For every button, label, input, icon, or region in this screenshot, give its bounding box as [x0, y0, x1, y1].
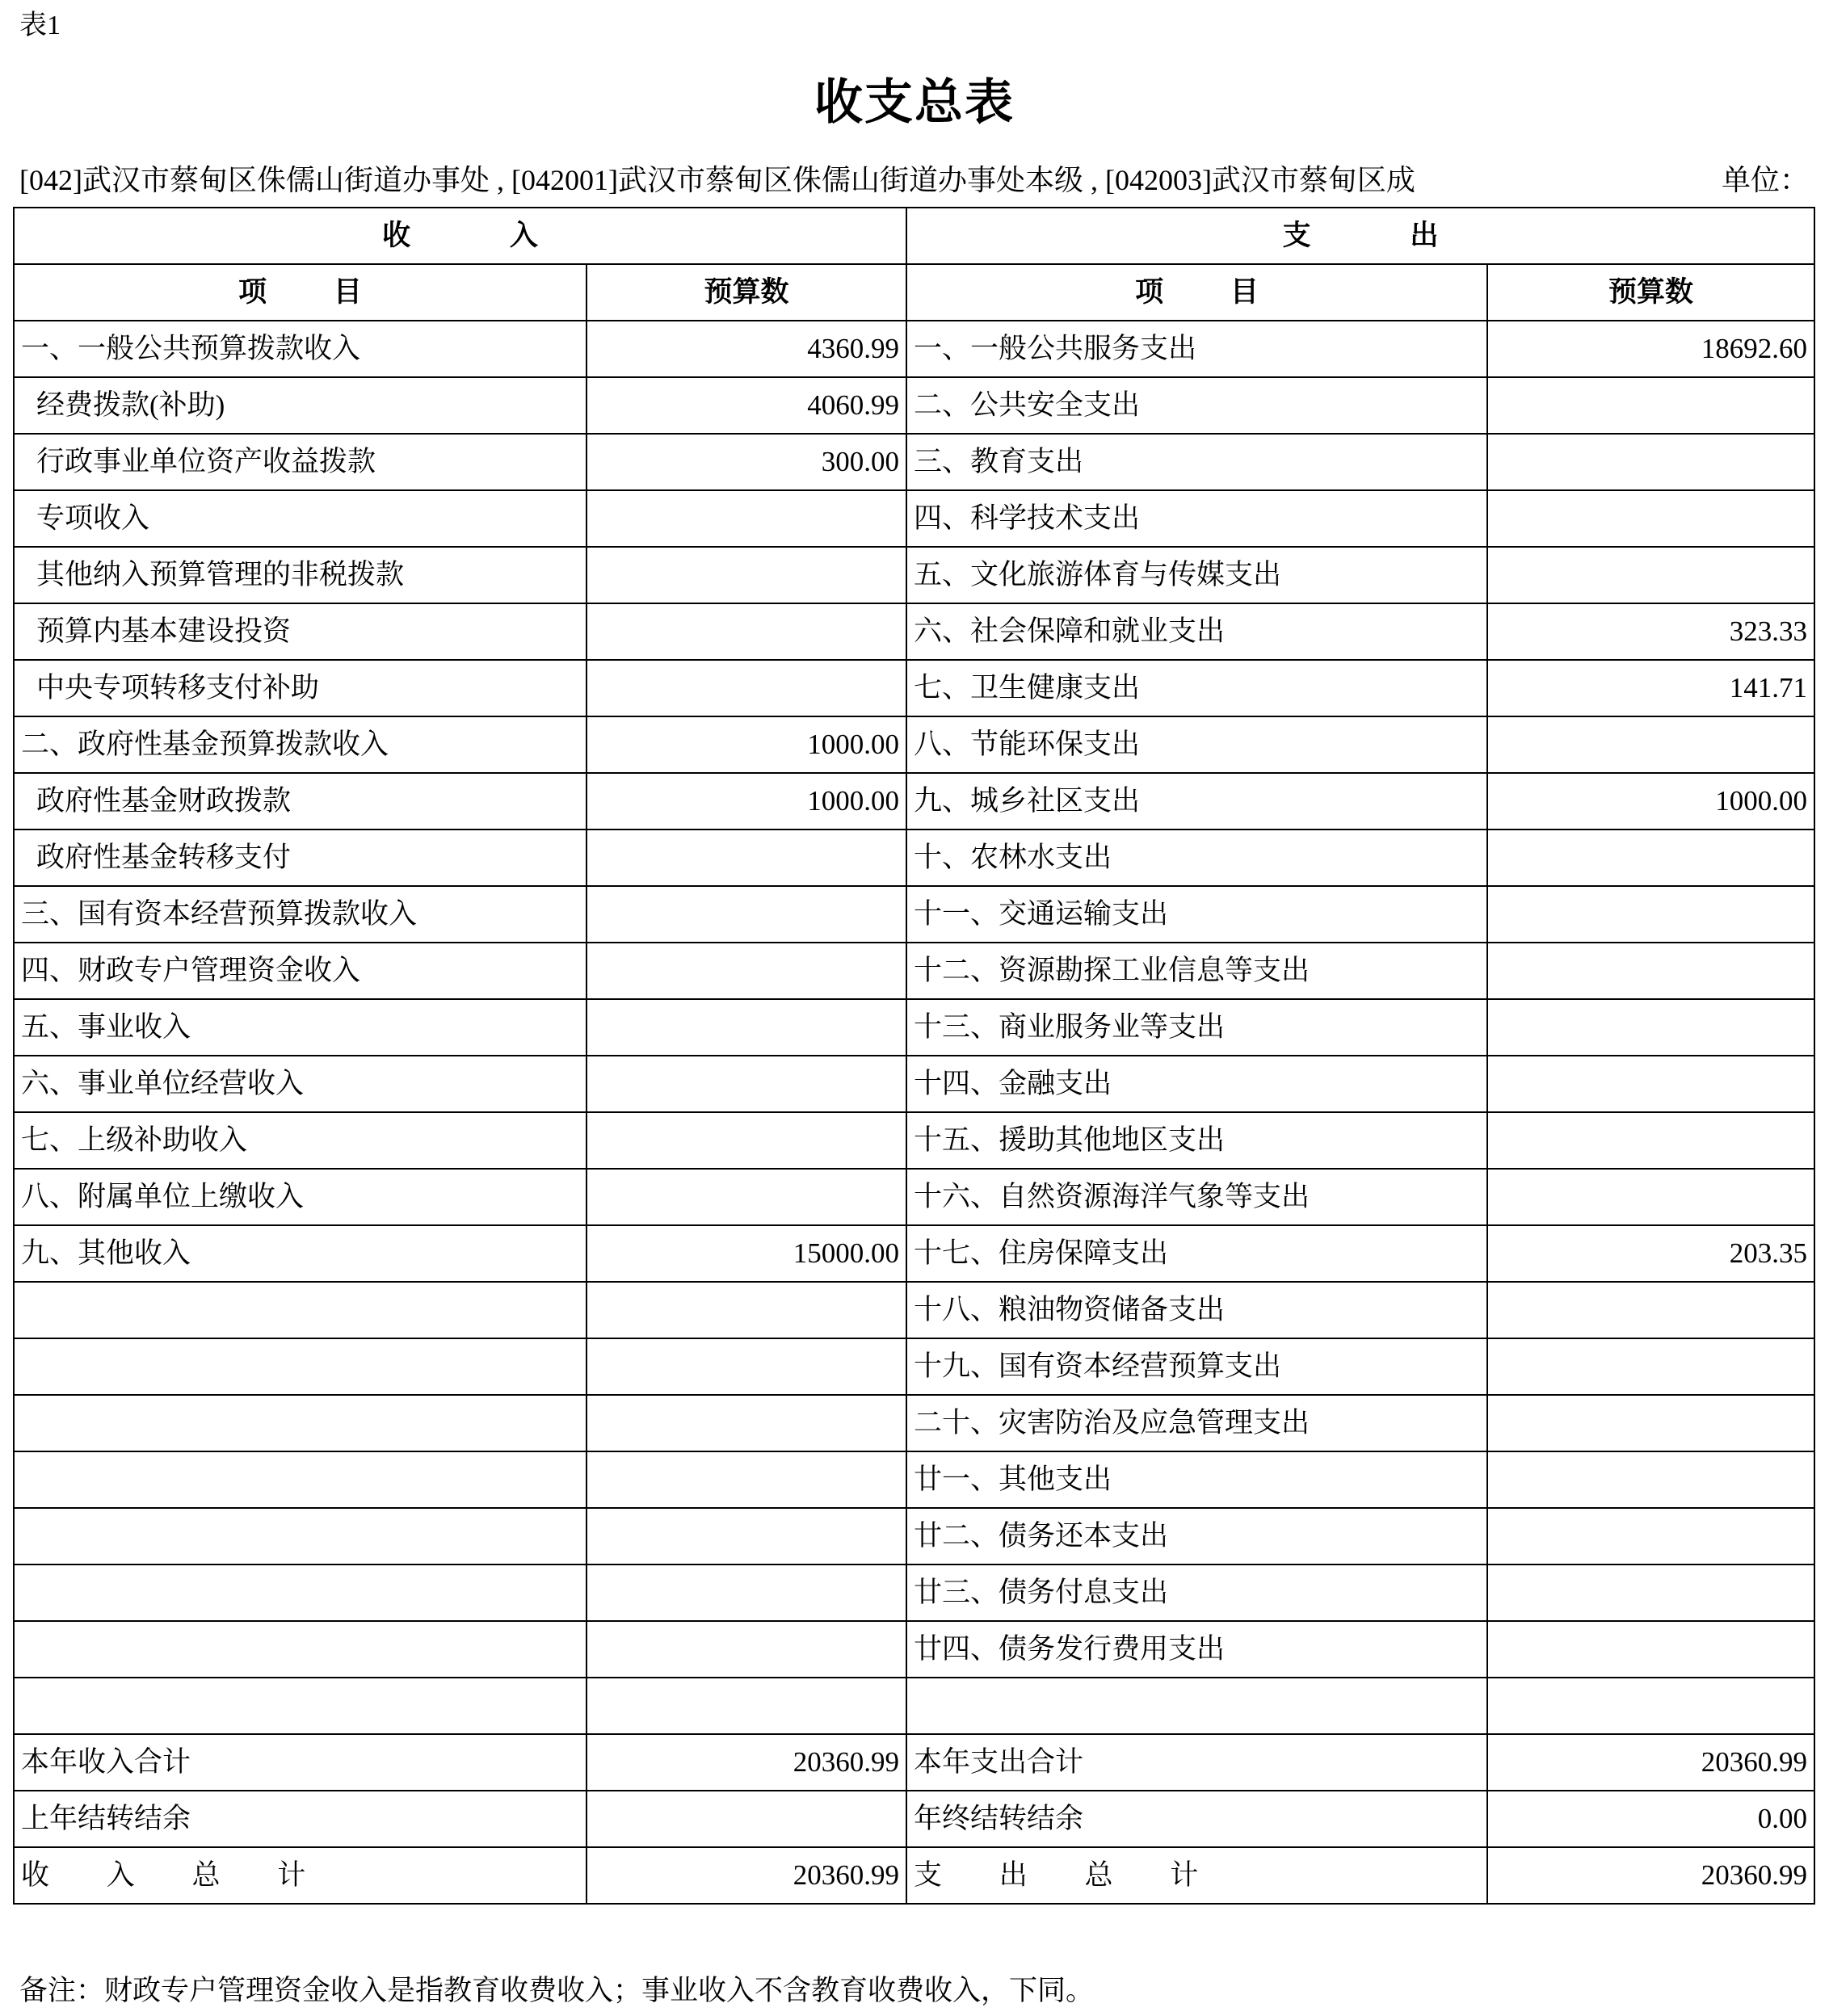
table-row — [14, 716, 1814, 773]
income-amount-cell: 20360.99 — [587, 1734, 906, 1791]
expense-amount-cell: 1000.00 — [1487, 773, 1814, 830]
income-amount-cell: 20360.99 — [587, 1847, 906, 1904]
expense-amount-cell — [1487, 1564, 1814, 1621]
income-item-cell — [14, 1282, 587, 1338]
income-amount-cell — [587, 1678, 906, 1734]
expense-amount-cell — [1487, 716, 1814, 773]
sheet-label: 表1 — [19, 10, 61, 40]
income-amount-cell: 15000.00 — [587, 1225, 906, 1282]
table-row — [14, 830, 1814, 886]
page-title: 收支总表 — [814, 76, 1015, 129]
expense-item-cell: 廿三、债务付息支出 — [906, 1564, 1487, 1621]
income-amount-cell — [587, 660, 906, 716]
table-row — [14, 603, 1814, 660]
income-expense-table — [13, 207, 1815, 1905]
income-amount-cell — [587, 886, 906, 943]
table-row — [14, 1564, 1814, 1621]
table-row — [14, 1847, 1814, 1904]
table-row — [14, 886, 1814, 943]
income-item-cell: 六、事业单位经营收入 — [14, 1056, 587, 1112]
income-item-cell: 收 入 总 计 — [14, 1847, 587, 1904]
expense-item-cell: 十二、资源勘探工业信息等支出 — [906, 943, 1487, 999]
group-header-row — [14, 208, 1814, 264]
income-amount-cell — [587, 1395, 906, 1451]
income-item-cell: 政府性基金财政拨款 — [14, 773, 587, 830]
income-item-cell: 政府性基金转移支付 — [14, 830, 587, 886]
income-item-cell: 七、上级补助收入 — [14, 1112, 587, 1169]
expense-item-cell: 五、文化旅游体育与传媒支出 — [906, 547, 1487, 603]
expense-amount-cell — [1487, 1508, 1814, 1564]
expense-amount-cell — [1487, 434, 1814, 490]
expense-amount-cell: 0.00 — [1487, 1791, 1814, 1847]
income-item-cell — [14, 1621, 587, 1678]
income-amount-cell — [587, 1508, 906, 1564]
expense-item-cell: 八、节能环保支出 — [906, 716, 1487, 773]
expense-amount-cell: 18692.60 — [1487, 321, 1814, 377]
expense-amount-cell — [1487, 943, 1814, 999]
income-item-cell: 八、附属单位上缴收入 — [14, 1169, 587, 1225]
expense-amount-cell — [1487, 1678, 1814, 1734]
income-item-cell — [14, 1451, 587, 1508]
expense-amount-cell — [1487, 1395, 1814, 1451]
expense-amount-cell — [1487, 1282, 1814, 1338]
table-row — [14, 943, 1814, 999]
income-amount-cell: 4360.99 — [587, 321, 906, 377]
income-item-cell: 专项收入 — [14, 490, 587, 547]
expense-amount-cell — [1487, 377, 1814, 434]
expense-amount-cell — [1487, 547, 1814, 603]
income-item-cell: 中央专项转移支付补助 — [14, 660, 587, 716]
expense-amount-cell — [1487, 1451, 1814, 1508]
income-item-cell — [14, 1508, 587, 1564]
table-row — [14, 1169, 1814, 1225]
income-amount-cell: 300.00 — [587, 434, 906, 490]
income-amount-cell: 4060.99 — [587, 377, 906, 434]
table-row — [14, 434, 1814, 490]
expense-item-cell: 十八、粮油物资储备支出 — [906, 1282, 1487, 1338]
footnote: 备注：财政专户管理资金收入是指教育收费收入；事业收入不含教育收费收入，下同。 — [19, 1975, 1095, 2006]
table-body — [14, 321, 1814, 1904]
table-row — [14, 1395, 1814, 1451]
table-row — [14, 773, 1814, 830]
table-row — [14, 1451, 1814, 1508]
expense-item-cell: 七、卫生健康支出 — [906, 660, 1487, 716]
income-amount-cell — [587, 1112, 906, 1169]
expense-item-cell: 一、一般公共服务支出 — [906, 321, 1487, 377]
table-row — [14, 1338, 1814, 1395]
table-row — [14, 490, 1814, 547]
income-amount-cell — [587, 1169, 906, 1225]
income-item-cell: 其他纳入预算管理的非税拨款 — [14, 547, 587, 603]
income-item-cell: 五、事业收入 — [14, 999, 587, 1056]
expense-amount-cell: 203.35 — [1487, 1225, 1814, 1282]
expense-item-cell: 十五、援助其他地区支出 — [906, 1112, 1487, 1169]
income-item-cell — [14, 1338, 587, 1395]
income-amount-cell — [587, 1451, 906, 1508]
expense-item-cell: 本年支出合计 — [906, 1734, 1487, 1791]
table-row — [14, 1734, 1814, 1791]
expense-item-cell: 十四、金融支出 — [906, 1056, 1487, 1112]
expense-amount-cell — [1487, 999, 1814, 1056]
expense-item-cell: 十六、自然资源海洋气象等支出 — [906, 1169, 1487, 1225]
income-item-cell: 上年结转结余 — [14, 1791, 587, 1847]
expense-item-cell: 十一、交通运输支出 — [906, 886, 1487, 943]
expense-item-cell — [906, 1678, 1487, 1734]
income-item-header: 项 目 — [14, 264, 587, 321]
income-amount-cell — [587, 490, 906, 547]
income-item-cell — [14, 1395, 587, 1451]
income-amount-header: 预算数 — [587, 264, 906, 321]
expense-item-cell: 十、农林水支出 — [906, 830, 1487, 886]
table-row — [14, 1056, 1814, 1112]
expense-item-cell: 六、社会保障和就业支出 — [906, 603, 1487, 660]
income-item-cell: 本年收入合计 — [14, 1734, 587, 1791]
expense-amount-cell — [1487, 830, 1814, 886]
expense-item-cell: 二十、灾害防治及应急管理支出 — [906, 1395, 1487, 1451]
column-header-row — [14, 264, 1814, 321]
income-amount-cell: 1000.00 — [587, 773, 906, 830]
expense-item-cell: 年终结转结余 — [906, 1791, 1487, 1847]
expense-amount-cell — [1487, 1621, 1814, 1678]
expense-item-cell: 九、城乡社区支出 — [906, 773, 1487, 830]
income-amount-cell — [587, 1791, 906, 1847]
income-amount-cell — [587, 943, 906, 999]
table-row — [14, 1508, 1814, 1564]
expense-amount-header: 预算数 — [1487, 264, 1814, 321]
income-amount-cell — [587, 999, 906, 1056]
income-amount-cell — [587, 830, 906, 886]
income-item-cell: 经费拨款(补助) — [14, 377, 587, 434]
income-item-cell: 四、财政专户管理资金收入 — [14, 943, 587, 999]
expense-group-header: 支 出 — [906, 208, 1814, 264]
expense-item-cell: 二、公共安全支出 — [906, 377, 1487, 434]
income-group-header: 收 入 — [14, 208, 906, 264]
table-row — [14, 1621, 1814, 1678]
table-row — [14, 547, 1814, 603]
expense-item-cell: 廿二、债务还本支出 — [906, 1508, 1487, 1564]
income-amount-cell — [587, 1282, 906, 1338]
income-amount-cell: 1000.00 — [587, 716, 906, 773]
income-item-cell — [14, 1564, 587, 1621]
expense-amount-cell — [1487, 886, 1814, 943]
expense-amount-cell: 141.71 — [1487, 660, 1814, 716]
income-amount-cell — [587, 547, 906, 603]
table-row — [14, 1225, 1814, 1282]
income-item-cell: 行政事业单位资产收益拨款 — [14, 434, 587, 490]
expense-item-cell: 廿四、债务发行费用支出 — [906, 1621, 1487, 1678]
income-amount-cell — [587, 603, 906, 660]
income-item-cell — [14, 1678, 587, 1734]
income-item-cell: 二、政府性基金预算拨款收入 — [14, 716, 587, 773]
expense-item-cell: 廿一、其他支出 — [906, 1451, 1487, 1508]
income-amount-cell — [587, 1621, 906, 1678]
expense-amount-cell — [1487, 1169, 1814, 1225]
table-row — [14, 660, 1814, 716]
units-scope-line: [042]武汉市蔡甸区侏儒山街道办事处 , [042001]武汉市蔡甸区侏儒山街道办事处本级 , [042003]武汉市蔡甸区成 — [19, 164, 1415, 196]
expense-amount-cell — [1487, 1112, 1814, 1169]
table-row — [14, 321, 1814, 377]
table-row — [14, 999, 1814, 1056]
table-row — [14, 1282, 1814, 1338]
expense-item-cell: 三、教育支出 — [906, 434, 1487, 490]
expense-amount-cell — [1487, 490, 1814, 547]
expense-amount-cell: 323.33 — [1487, 603, 1814, 660]
unit-label: 单位： — [1722, 164, 1810, 196]
expense-item-cell: 十九、国有资本经营预算支出 — [906, 1338, 1487, 1395]
table-row — [14, 377, 1814, 434]
income-item-cell: 九、其他收入 — [14, 1225, 587, 1282]
table-row — [14, 1112, 1814, 1169]
income-amount-cell — [587, 1564, 906, 1621]
expense-item-cell: 支 出 总 计 — [906, 1847, 1487, 1904]
income-item-cell: 一、一般公共预算拨款收入 — [14, 321, 587, 377]
expense-item-cell: 十七、住房保障支出 — [906, 1225, 1487, 1282]
expense-item-cell: 十三、商业服务业等支出 — [906, 999, 1487, 1056]
expense-amount-cell: 20360.99 — [1487, 1847, 1814, 1904]
expense-amount-cell — [1487, 1338, 1814, 1395]
expense-amount-cell — [1487, 1056, 1814, 1112]
table-row — [14, 1791, 1814, 1847]
expense-item-header: 项 目 — [906, 264, 1487, 321]
income-amount-cell — [587, 1338, 906, 1395]
expense-amount-cell: 20360.99 — [1487, 1734, 1814, 1791]
table-row — [14, 1678, 1814, 1734]
income-item-cell: 三、国有资本经营预算拨款收入 — [14, 886, 587, 943]
income-item-cell: 预算内基本建设投资 — [14, 603, 587, 660]
expense-item-cell: 四、科学技术支出 — [906, 490, 1487, 547]
income-amount-cell — [587, 1056, 906, 1112]
